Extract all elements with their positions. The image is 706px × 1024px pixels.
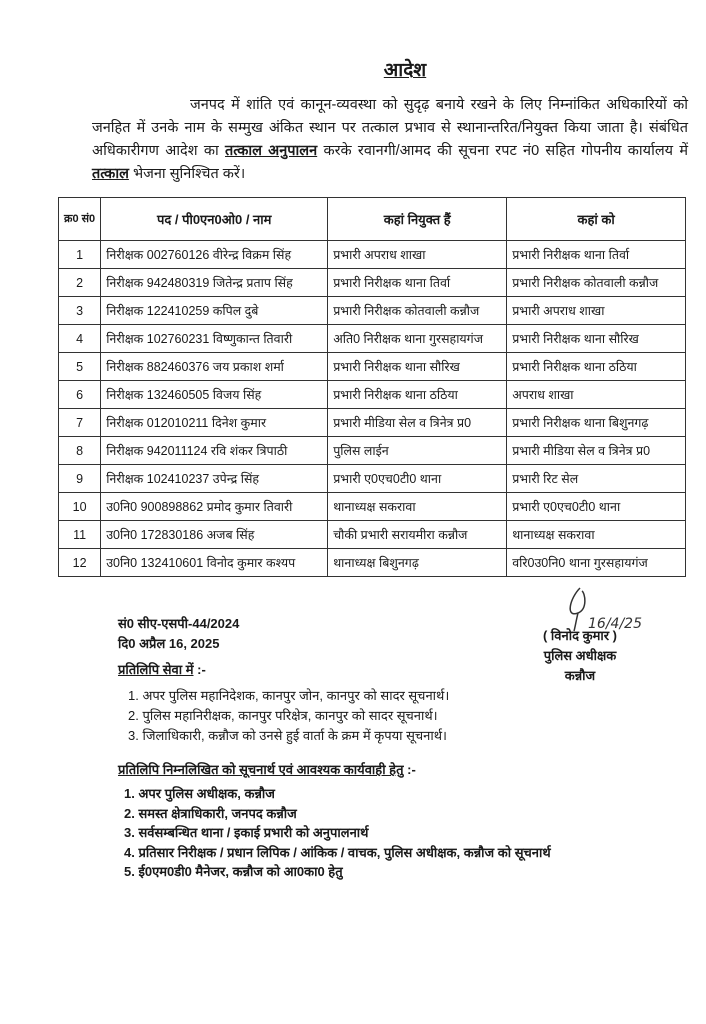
copy-action-heading <box>118 760 416 778</box>
signature-date: 16/4/25 <box>588 616 642 632</box>
cell-officer: निरीक्षक 122410259 कपिल दुबे <box>101 297 328 325</box>
cell-officer: निरीक्षक 012010211 दिनेश कुमार <box>101 409 328 437</box>
signatory-place: कन्नौज <box>564 668 596 683</box>
cell-officer: उ0नि0 900898862 प्रमोद कुमार तिवारी <box>101 493 328 521</box>
cell-serial: 10 <box>59 493 101 521</box>
para-emphasis-1: तत्काल अनुपालन <box>225 143 318 159</box>
cell-serial: 4 <box>59 325 101 353</box>
cell-current-post: थानाध्यक्ष सकरावा <box>328 493 507 521</box>
copy-service-suffix: :- <box>197 662 206 677</box>
cell-new-post: प्रभारी निरीक्षक थाना तिर्वा <box>507 241 686 269</box>
copy-service-heading <box>118 660 206 678</box>
cell-new-post: प्रभारी अपराध शाखा <box>507 297 686 325</box>
copy-list-item: 3. जिलाधिकारी, कन्नौज को उनसे हुई वार्ता के क्रम में कृपया सूचनार्थ। <box>128 728 447 743</box>
signatory-designation: पुलिस अधीक्षक <box>543 648 617 663</box>
cell-serial: 6 <box>59 381 101 409</box>
cell-current-post: प्रभारी ए0एच0टी0 थाना <box>328 465 507 493</box>
cell-current-post: प्रभारी निरीक्षक थाना सौरिख <box>328 353 507 381</box>
cell-officer: निरीक्षक 102760231 विष्णुकान्त तिवारी <box>101 325 328 353</box>
table-row <box>59 521 686 549</box>
table-header-row <box>59 198 686 241</box>
cell-serial: 8 <box>59 437 101 465</box>
cell-new-post: प्रभारी निरीक्षक थाना सौरिख <box>507 325 686 353</box>
para-text-3: भेजना सुनिश्चित करें। <box>132 166 246 182</box>
cell-officer: उ0नि0 172830186 अजब सिंह <box>101 521 328 549</box>
cell-current-post: प्रभारी अपराध शाखा <box>328 241 507 269</box>
table-row <box>59 353 686 381</box>
copy-list-item: 2. पुलिस महानिरीक्षक, कानपुर परिक्षेत्र, कानपुर को सादर सूचनार्थ। <box>128 708 438 723</box>
cell-new-post: प्रभारी ए0एच0टी0 थाना <box>507 493 686 521</box>
table-row <box>59 297 686 325</box>
cell-new-post: प्रभारी निरीक्षक थाना ठठिया <box>507 353 686 381</box>
cell-new-post: थानाध्यक्ष सकरावा <box>507 521 686 549</box>
reference-date: दि0 अप्रैल 16, 2025 <box>118 636 220 651</box>
cell-officer: निरीक्षक 002760126 वीरेन्द्र विक्रम सिंह <box>101 241 328 269</box>
copy-list-item: 1. अपर पुलिस अधीक्षक, कन्नौज <box>124 786 275 801</box>
cell-current-post: प्रभारी निरीक्षक कोतवाली कन्नौज <box>328 297 507 325</box>
table-row <box>59 493 686 521</box>
cell-new-post: प्रभारी मीडिया सेल व त्रिनेत्र प्र0 <box>507 437 686 465</box>
document-title: आदेश <box>383 60 427 81</box>
table-row <box>59 381 686 409</box>
cell-serial: 11 <box>59 521 101 549</box>
copy-list-item: 2. समस्त क्षेत्राधिकारी, जनपद कन्नौज <box>124 805 297 821</box>
cell-current-post: प्रभारी मीडिया सेल व त्रिनेत्र प्र0 <box>328 409 507 437</box>
header-serial: क्र0 सं0 <box>59 198 101 241</box>
cell-serial: 2 <box>59 269 101 297</box>
table-row <box>59 409 686 437</box>
cell-new-post: अपराध शाखा <box>507 381 686 409</box>
cell-current-post: प्रभारी निरीक्षक थाना ठठिया <box>328 381 507 409</box>
cell-current-post: अति0 निरीक्षक थाना गुरसहायगंज <box>328 325 507 353</box>
table-row <box>59 437 686 465</box>
table-row <box>59 549 686 577</box>
cell-new-post: प्रभारी निरीक्षक कोतवाली कन्नौज <box>507 269 686 297</box>
table-row <box>59 241 686 269</box>
signatory-name: ( विनोद कुमार ) <box>542 628 618 643</box>
cell-serial: 5 <box>59 353 101 381</box>
copy-action-heading-text: प्रतिलिपि निम्नलिखित को सूचनार्थ एवं आवश्यक कार्यवाही हेतु <box>118 762 404 777</box>
cell-officer: उ0नि0 132410601 विनोद कुमार कश्यप <box>101 549 328 577</box>
copy-list-item: 5. ई0एम0डी0 मैनेजर, कन्नौज को आ0का0 हेतु <box>124 864 343 879</box>
cell-current-post: प्रभारी निरीक्षक थाना तिर्वा <box>328 269 507 297</box>
cell-new-post: प्रभारी निरीक्षक थाना बिशुनगढ़ <box>507 409 686 437</box>
cell-officer: निरीक्षक 882460376 जय प्रकाश शर्मा <box>101 353 328 381</box>
cell-serial: 9 <box>59 465 101 493</box>
cell-serial: 1 <box>59 241 101 269</box>
header-name: पद / पी0एन0ओ0 / नाम <box>101 198 328 241</box>
cell-current-post: पुलिस लाईन <box>328 437 507 465</box>
para-text-1: जनपद में शांति एवं कानून-व्यवस्था को सुदृढ़ बनाये रखने के लिए निम्नांकित अधिकारियों को जनहित में उनके नाम के सम्मुख अंकित स्थान पर तत्काल प्रभाव से स्थानान्तरित/नियुक्त किया जाता है। संबंधित अधिकारीगण आदेश का <box>92 97 688 159</box>
copy-list-item: 4. प्रतिसार निरीक्षक / प्रधान लिपिक / आंकिक / वाचक, पुलिस अधीक्षक, कन्नौज को सूचनार्थ <box>124 844 551 860</box>
cell-serial: 3 <box>59 297 101 325</box>
cell-officer: निरीक्षक 102410237 उपेन्द्र सिंह <box>101 465 328 493</box>
reference-number: सं0 सीए-एसपी-44/2024 <box>118 616 240 631</box>
copy-action-suffix: :- <box>407 762 416 777</box>
header-from: कहां नियुक्त हैं <box>328 198 507 241</box>
para-text-2: करके रवानगी/आमद की सूचना रपट नं0 सहित गोपनीय कार्यालय में <box>323 143 689 159</box>
cell-current-post: थानाध्यक्ष बिशुनगढ़ <box>328 549 507 577</box>
table-row <box>59 465 686 493</box>
copy-service-heading-text: प्रतिलिपि सेवा में <box>118 662 194 677</box>
cell-officer: निरीक्षक 942480319 जितेन्द्र प्रताप सिंह <box>101 269 328 297</box>
order-paragraph <box>92 94 688 186</box>
transfer-table <box>58 197 686 577</box>
cell-new-post: प्रभारी रिट सेल <box>507 465 686 493</box>
table-row <box>59 325 686 353</box>
header-to: कहां को <box>507 198 686 241</box>
cell-new-post: वरि0उ0नि0 थाना गुरसहायगंज <box>507 549 686 577</box>
cell-serial: 12 <box>59 549 101 577</box>
cell-current-post: चौकी प्रभारी सरायमीरा कन्नौज <box>328 521 507 549</box>
cell-officer: निरीक्षक 942011124 रवि शंकर त्रिपाठी <box>101 437 328 465</box>
copy-list-item: 3. सर्वसम्बन्धित थाना / इकाई प्रभारी को अनुपालनार्थ <box>124 825 369 840</box>
cell-officer: निरीक्षक 132460505 विजय सिंह <box>101 381 328 409</box>
cell-serial: 7 <box>59 409 101 437</box>
copy-list-item: 1. अपर पुलिस महानिदेशक, कानपुर जोन, कानपुर को सादर सूचनार्थ। <box>128 688 450 703</box>
table-row <box>59 269 686 297</box>
para-emphasis-2: तत्काल <box>92 166 129 182</box>
